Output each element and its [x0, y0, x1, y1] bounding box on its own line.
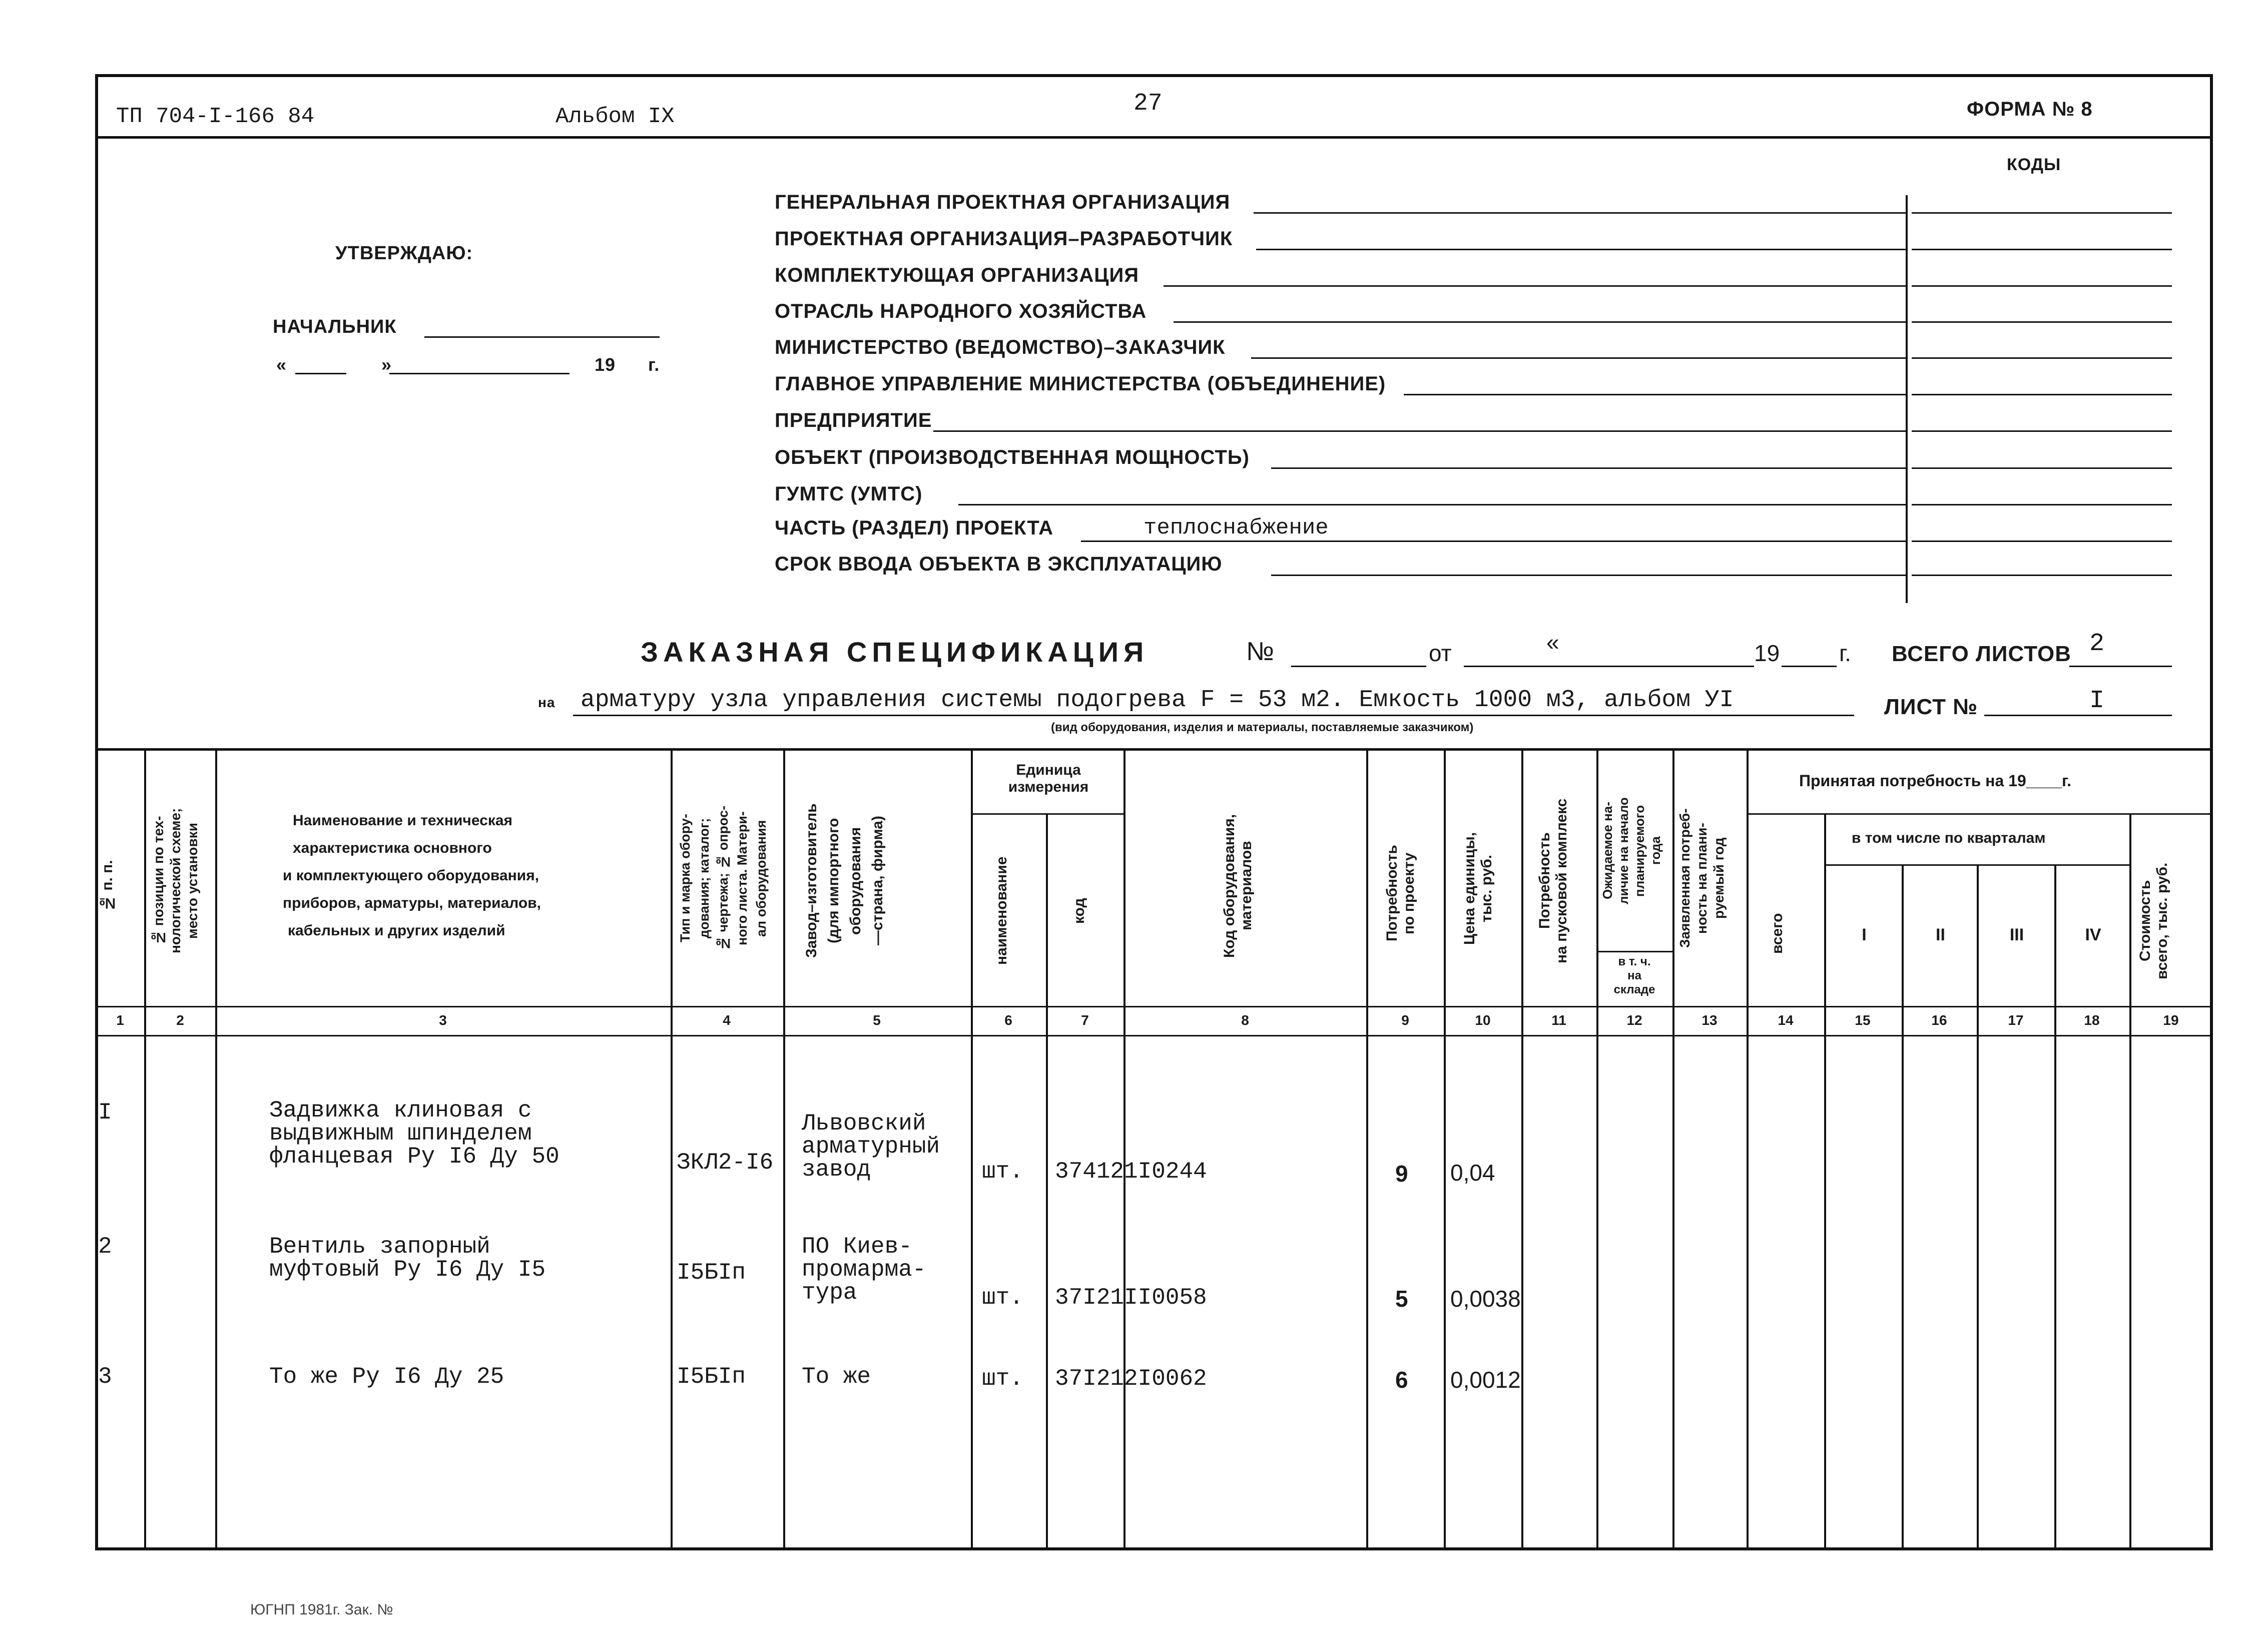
row-price: 0,04	[1450, 1160, 1495, 1186]
accepted-group-header: Принятая потребность на 19____г.	[1799, 772, 2071, 790]
col-number: 3	[439, 1012, 447, 1028]
subject-for-label: на	[538, 695, 555, 710]
table-top-border	[95, 748, 2213, 751]
col-line	[1521, 748, 1523, 1550]
col-number: 7	[1081, 1012, 1089, 1028]
subject-caption: (вид оборудования, изделия и материалы, поставляемые заказчиком)	[1051, 721, 1474, 734]
table-header-bottom	[95, 1006, 2213, 1007]
col-number: 4	[723, 1012, 731, 1028]
org-field-label: ПРЕДПРИЯТИЕ	[775, 409, 932, 431]
col-number: 5	[873, 1012, 881, 1028]
row-quantity: 9	[1395, 1161, 1408, 1187]
row-unit: шт.	[982, 1366, 1023, 1392]
accepted-group-line	[1747, 813, 2213, 815]
col-header-7: код	[1071, 898, 1087, 924]
col-header-14: всего	[1769, 913, 1786, 954]
col-header-6: наименование	[993, 856, 1010, 965]
date-quote-right: »	[381, 354, 392, 375]
page-number: 27	[1133, 90, 1163, 117]
sheets-total-field[interactable]	[2069, 666, 2172, 667]
col-header-4: Тип и марка обору- дования; каталог; № чертежа; № опрос- ного листа. Матери- ал оборудования	[678, 805, 769, 951]
col-number: 18	[2084, 1012, 2100, 1028]
col-number: 16	[1931, 1012, 1947, 1028]
col-header-17: III	[2009, 925, 2024, 944]
org-field-value-line[interactable]	[1256, 249, 1906, 250]
col-line	[971, 748, 973, 1550]
row-item-name: Задвижка клиновая с выдвижным шпинделем фланцевая Ру I6 Ду 50	[269, 1098, 559, 1170]
row-number: 3	[98, 1364, 112, 1390]
org-field-label: ОТРАСЛЬ НАРОДНОГО ХОЗЯЙСТВА	[775, 300, 1147, 322]
col-line	[1902, 864, 1904, 1550]
col-header-13: Заявленная потреб- ность на плани- руемый год	[1677, 808, 1727, 948]
org-field-code-line[interactable]	[1912, 285, 2172, 287]
col-header-19: Стоимость всего, тыс. руб.	[2137, 862, 2170, 979]
stock-split-line	[1596, 951, 1672, 952]
row-unit: шт.	[982, 1285, 1023, 1311]
col-header-18: IV	[2085, 925, 2101, 944]
header-divider	[95, 136, 2213, 139]
org-field-code-line[interactable]	[1912, 394, 2172, 395]
col-line	[144, 748, 146, 1550]
org-field-value-line[interactable]	[1404, 394, 1906, 395]
col-header-3-line: кабельных и других изделий	[288, 922, 505, 939]
col-number: 19	[2163, 1012, 2179, 1028]
approve-label: УТВЕРЖДАЮ:	[335, 243, 473, 264]
spec-from-label: от	[1429, 640, 1452, 666]
col-number: 12	[1626, 1012, 1642, 1028]
col-header-5: Завод–изготовитель (для импортного оборудования —страна, фирма)	[803, 803, 886, 958]
org-field-label: КОМПЛЕКТУЮЩАЯ ОРГАНИЗАЦИЯ	[775, 264, 1139, 286]
col-header-9: Потребность по проекту	[1384, 845, 1417, 942]
row-type: I5БIп	[677, 1260, 746, 1286]
org-field-value-line[interactable]	[958, 504, 1906, 505]
doc-code: ТП 704-I-166 84	[116, 104, 315, 129]
approval-month-field[interactable]	[389, 373, 570, 374]
approval-year-prefix: 19	[595, 354, 616, 375]
row-number: 2	[98, 1234, 112, 1260]
row-quantity: 5	[1395, 1286, 1408, 1312]
org-field-label: ОБЪЕКТ (ПРОИЗВОДСТВЕННАЯ МОЩНОСТЬ)	[775, 446, 1250, 468]
org-field-value-line[interactable]	[1251, 357, 1906, 359]
sheet-number-label: ЛИСТ №	[1884, 695, 1978, 719]
footer-imprint: ЮГНП 1981г. Зак. №	[250, 1601, 393, 1618]
col-header-3-line: приборов, арматуры, материалов,	[283, 895, 541, 911]
org-field-value-line[interactable]	[1271, 575, 1906, 576]
spec-year-label: 19	[1754, 640, 1780, 666]
col-number: 10	[1475, 1012, 1491, 1028]
unit-group-header: Единица измерения	[1008, 762, 1089, 795]
org-field-value-line[interactable]	[1271, 467, 1906, 469]
col-header-3-line: характеристика основного	[293, 840, 492, 856]
row-number: I	[98, 1100, 112, 1126]
chief-label: НАЧАЛЬНИК	[273, 316, 397, 337]
row-price: 0,0012	[1450, 1367, 1521, 1393]
org-field-code-line[interactable]	[1912, 357, 2172, 359]
row-manufacturer: То же	[802, 1364, 871, 1390]
col-header-8: Код оборудования, материалов	[1221, 814, 1255, 958]
col-line	[1444, 748, 1446, 1550]
spec-year-field[interactable]	[1782, 666, 1837, 667]
col-header-3-line: Наименование и техническая	[293, 812, 513, 829]
org-field-code-line[interactable]	[1912, 504, 2172, 505]
col-header-16: II	[1936, 925, 1945, 944]
col-number: 8	[1241, 1012, 1249, 1028]
spec-subject: арматуру узла управления системы подогрева F = 53 м2. Емкость 1000 м3, альбом УI	[581, 687, 1734, 714]
col-number: 9	[1401, 1012, 1409, 1028]
org-field-value-line[interactable]	[1081, 540, 1906, 542]
col-number: 15	[1855, 1012, 1871, 1028]
col-line	[1046, 813, 1048, 1550]
row-code: 374121I0244	[1055, 1159, 1207, 1185]
col-header-12-stock: в т. ч. на складе	[1613, 955, 1655, 996]
spec-date-quote: «	[1546, 629, 1559, 655]
col-line	[1366, 748, 1368, 1550]
project-section-value: теплоснабжение	[1144, 515, 1329, 540]
spec-date-field[interactable]	[1464, 666, 1754, 667]
approval-day-field[interactable]	[295, 373, 346, 374]
org-field-code-line[interactable]	[1912, 575, 2172, 576]
spec-number-field[interactable]	[1291, 666, 1426, 667]
row-manufacturer: Львовский арматурный завод	[802, 1111, 940, 1183]
org-field-label: ГЕНЕРАЛЬНАЯ ПРОЕКТНАЯ ОРГАНИЗАЦИЯ	[775, 191, 1231, 213]
col-line	[2054, 864, 2056, 1550]
col-number: 13	[1702, 1012, 1718, 1028]
spec-title: ЗАКАЗНАЯ СПЕЦИФИКАЦИЯ	[641, 636, 1149, 668]
org-field-value-line[interactable]	[1174, 321, 1906, 323]
spec-year-suffix: г.	[1839, 640, 1851, 666]
col-header-15: I	[1862, 925, 1867, 944]
sheets-total-value: 2	[2089, 630, 2105, 658]
col-line	[1596, 748, 1598, 1550]
row-code: 37I212I0062	[1055, 1366, 1207, 1392]
org-field-label: ГУМТС (УМТС)	[775, 483, 923, 505]
org-field-label: ПРОЕКТНАЯ ОРГАНИЗАЦИЯ–РАЗРАБОТЧИК	[775, 228, 1233, 250]
table-colnum-bottom	[95, 1035, 2213, 1036]
col-number: 1	[116, 1012, 124, 1028]
chief-signature-field[interactable]	[424, 336, 660, 338]
org-field-label: ГЛАВНОЕ УПРАВЛЕНИЕ МИНИСТЕРСТВА (ОБЪЕДИНЕНИЕ)	[775, 373, 1386, 395]
col-number: 2	[176, 1012, 184, 1028]
col-line	[1672, 748, 1674, 1550]
org-field-code-line[interactable]	[1912, 430, 2172, 432]
col-line	[1747, 748, 1749, 1550]
approval-year-suffix: г.	[648, 354, 660, 375]
spec-subject-line[interactable]	[573, 715, 1854, 716]
row-code: 37I21II0058	[1055, 1285, 1207, 1311]
col-line	[783, 748, 785, 1550]
col-line	[2129, 813, 2131, 1550]
col-header-11: Потребность на пусковой комплекс	[1536, 798, 1570, 963]
sheet-number-value: I	[2089, 687, 2105, 715]
col-header-2: № позиции по тех- нологической схеме; место установки	[151, 808, 200, 954]
sheet-number-field[interactable]	[1984, 715, 2172, 716]
col-line	[1977, 864, 1979, 1550]
col-line	[215, 748, 217, 1550]
col-header-3-line: и комплектующего оборудования,	[283, 867, 539, 884]
org-field-code-line[interactable]	[1912, 467, 2172, 469]
codes-divider	[1906, 195, 1908, 603]
org-field-code-line[interactable]	[1912, 212, 2172, 214]
date-quote-left: «	[276, 354, 287, 375]
row-price: 0,0038	[1450, 1286, 1521, 1312]
codes-label: КОДЫ	[2007, 155, 2061, 174]
col-header-12: Ожидаемое на- личие на начало планируемого года	[1600, 797, 1663, 904]
org-field-label: ЧАСТЬ (РАЗДЕЛ) ПРОЕКТА	[775, 517, 1054, 539]
sheets-total-label: ВСЕГО ЛИСТОВ	[1892, 642, 2071, 666]
row-manufacturer: ПО Киев- промарма- тура	[802, 1234, 926, 1306]
col-number: 11	[1551, 1012, 1566, 1028]
org-field-value-line[interactable]	[933, 430, 1906, 432]
row-item-name: Вентиль запорный муфтовый Ру I6 Ду I5	[269, 1234, 546, 1283]
org-field-label: МИНИСТЕРСТВО (ВЕДОМСТВО)–ЗАКАЗЧИК	[775, 336, 1226, 358]
form-label: ФОРМА № 8	[1967, 98, 2093, 120]
org-field-value-line[interactable]	[1254, 212, 1906, 214]
org-field-code-line[interactable]	[1912, 540, 2172, 542]
col-number: 17	[2008, 1012, 2024, 1028]
row-unit: шт.	[982, 1159, 1023, 1185]
row-quantity: 6	[1395, 1367, 1408, 1393]
col-header-10: Цена единицы, тыс. руб.	[1461, 832, 1495, 945]
col-line	[1123, 748, 1125, 1550]
org-field-value-line[interactable]	[1164, 285, 1906, 287]
spec-number-label: №	[1246, 637, 1274, 666]
col-header-1: № п. п.	[99, 860, 116, 912]
col-line	[671, 748, 673, 1550]
col-number: 14	[1778, 1012, 1794, 1028]
row-type: ЗКЛ2-I6	[677, 1150, 774, 1176]
org-field-code-line[interactable]	[1912, 321, 2172, 323]
quarters-group-header: в том числе по кварталам	[1852, 830, 2046, 846]
col-line	[1824, 813, 1826, 1550]
col-number: 6	[1004, 1012, 1012, 1028]
org-field-label: СРОК ВВОДА ОБЪЕКТА В ЭКСПЛУАТАЦИЮ	[775, 553, 1223, 575]
org-field-code-line[interactable]	[1912, 249, 2172, 250]
row-type: I5БIп	[677, 1364, 746, 1390]
album-label: Альбом IX	[555, 104, 675, 129]
row-item-name: То же Ру I6 Ду 25	[269, 1364, 504, 1390]
